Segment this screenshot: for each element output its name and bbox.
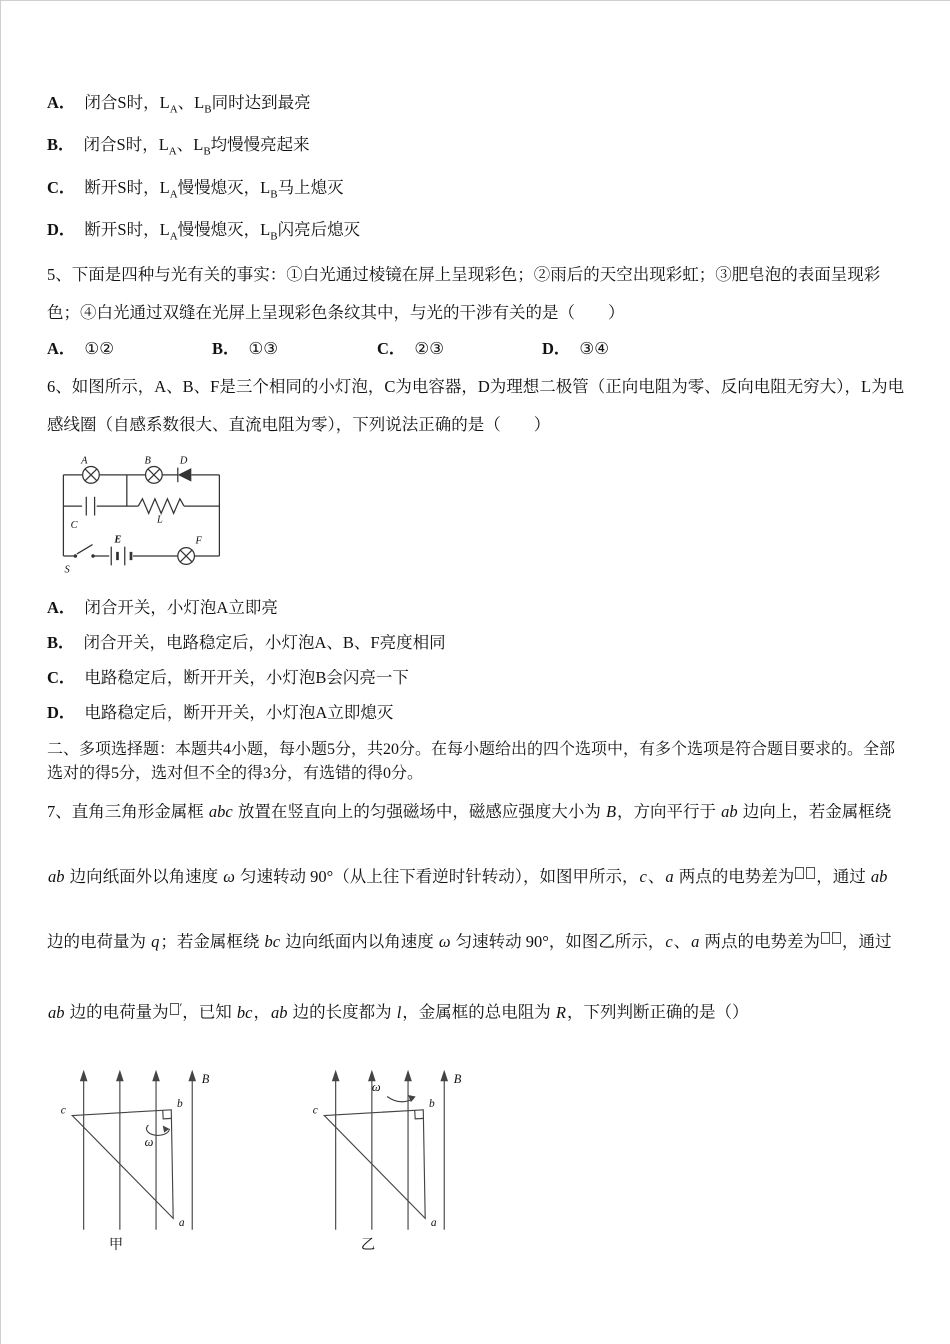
option-label: A． bbox=[47, 93, 76, 112]
question6-stem: 6、如图所示，A、B、F是三个相同的小灯泡，C为电容器，D为理想二极管（正向电阻为零、反向电阻无穷大），L为电感线圈（自感系数很大、直流电阻为零），下列说法正确的是（ ） bbox=[47, 377, 905, 435]
triangle-frame bbox=[324, 1109, 425, 1218]
inductor-L-icon bbox=[138, 499, 184, 514]
question7-figures bbox=[57, 1066, 906, 1253]
omega-label: ω bbox=[144, 1134, 154, 1149]
option-label: C． bbox=[47, 177, 76, 197]
question5-option-c bbox=[377, 332, 542, 366]
field-arrowheads bbox=[332, 1069, 448, 1080]
vertex-b-label: b bbox=[176, 1097, 183, 1110]
section2-instructions: 二、多项选择题：本题共4小题，每小题5分，共20分。在每小题给出的四个选项中，有多个选项是符合题目要求的。全部选对的得5分，选对但不全的得3分，有选错的得0分。 bbox=[47, 741, 896, 783]
circuit-label-F: F bbox=[195, 535, 202, 547]
lamp-F-icon bbox=[178, 548, 195, 565]
vertex-a-label: a bbox=[430, 1216, 437, 1229]
option-label: A． bbox=[47, 339, 76, 359]
question4-option-c bbox=[47, 170, 906, 212]
triangle-diagram-yi bbox=[309, 1066, 509, 1253]
lamp-A-icon bbox=[83, 467, 100, 484]
circuit-label-E: E bbox=[114, 534, 122, 546]
option-text: 闭合S时，$L_A$、$L_B$均慢慢亮起来 bbox=[83, 135, 310, 158]
vertex-b-label: b bbox=[428, 1097, 435, 1110]
question6-option-b bbox=[47, 625, 906, 660]
circuit-diagram bbox=[53, 452, 235, 579]
option-text: 闭合S时，$L_A$、$L_B$同时达到最亮 bbox=[84, 93, 311, 116]
option-label: D． bbox=[47, 703, 76, 723]
capacitor-C-icon bbox=[86, 497, 94, 516]
question7-line-4: ab 边的电荷量为 ′，已知 bc，ab 边的长度都为 l，金属框的总电阻为 R，下列判断正确的是（） bbox=[48, 1000, 749, 1022]
option-label: C． bbox=[377, 339, 406, 359]
question7-stem bbox=[47, 800, 906, 1025]
option-text: 断开S时，$L_A$慢慢熄灭，$L_B$闪亮后熄灭 bbox=[84, 219, 361, 243]
circuit-label-B: B bbox=[144, 455, 151, 467]
option-label: D． bbox=[542, 339, 571, 359]
question7-line-1: 7、直角三角形金属框 abc 放置在竖直向上的匀强磁场中，磁感应强度大小为 B，方向平行于 ab 边向上，若金属框绕 bbox=[47, 802, 892, 822]
question6-option-a bbox=[47, 590, 906, 625]
question6-option-c bbox=[47, 660, 906, 695]
rotation-arrowhead bbox=[408, 1095, 416, 1102]
circuit-figure bbox=[53, 452, 906, 584]
question5-option-a bbox=[47, 332, 212, 366]
switch-S-icon bbox=[74, 545, 95, 558]
circuit-label-S: S bbox=[64, 564, 70, 576]
vertex-c-label: c bbox=[312, 1104, 318, 1117]
triangle-frame bbox=[72, 1109, 173, 1218]
option-text: ③④ bbox=[579, 339, 610, 359]
field-arrows bbox=[336, 1079, 445, 1229]
option-label: C． bbox=[47, 668, 76, 688]
figure-caption: 甲 bbox=[108, 1236, 124, 1253]
triangle-diagram-jia bbox=[57, 1066, 257, 1253]
option-text: 闭合开关，电路稳定后，小灯泡A、B、F亮度相同 bbox=[83, 633, 446, 653]
option-text: ②③ bbox=[414, 339, 445, 359]
question4-option-d bbox=[47, 212, 906, 254]
question4-options bbox=[47, 85, 906, 254]
field-arrows bbox=[84, 1079, 193, 1229]
option-text: ①③ bbox=[248, 339, 279, 359]
field-label: B bbox=[201, 1071, 210, 1086]
lamp-B-icon bbox=[146, 467, 163, 484]
circuit-label-L: L bbox=[156, 514, 163, 526]
question4-option-b bbox=[47, 127, 906, 169]
figure-caption: 乙 bbox=[360, 1236, 376, 1253]
right-angle-marker bbox=[163, 1110, 172, 1119]
option-label: B． bbox=[47, 135, 75, 155]
question5-option-d bbox=[542, 332, 609, 366]
question4-option-a bbox=[47, 85, 906, 127]
circuit-label-A: A bbox=[81, 455, 88, 467]
option-label: B． bbox=[47, 633, 75, 653]
question6-option-d bbox=[47, 695, 906, 730]
question5-options bbox=[47, 332, 906, 366]
question5-option-b bbox=[212, 332, 377, 366]
question7-line-2: ab 边向纸面外以角速度 ω 匀速转动 90°（从上往下看逆时针转动），如图甲所示，c、a 两点的电势差为 ，通过 ab bbox=[48, 867, 888, 887]
option-text: ①② bbox=[84, 339, 115, 359]
question5-stem: 5、下面是四种与光有关的事实：①白光通过棱镜在屏上呈现彩色；②雨后的天空出现彩虹；③肥皂泡的表面呈现彩色；④白光通过双缝在光屏上呈现彩色条纹其中，与光的干涉有关的是（ ） bbox=[47, 265, 881, 323]
option-text: 闭合开关，小灯泡A立即亮 bbox=[84, 598, 278, 618]
vertex-a-label: a bbox=[178, 1216, 185, 1229]
option-label: A． bbox=[47, 598, 76, 618]
battery-E-icon bbox=[111, 547, 131, 566]
option-text: 电路稳定后，断开开关，小灯泡B会闪亮一下 bbox=[84, 668, 409, 688]
option-label: D． bbox=[47, 219, 76, 239]
right-angle-marker bbox=[415, 1110, 424, 1119]
field-label: B bbox=[453, 1071, 462, 1086]
question6-options bbox=[47, 590, 906, 730]
vertex-c-label: c bbox=[60, 1104, 66, 1117]
omega-label: ω bbox=[371, 1079, 381, 1094]
option-text: 电路稳定后，断开开关，小灯泡A立即熄灭 bbox=[84, 703, 394, 723]
circuit-label-D: D bbox=[179, 455, 188, 467]
option-text: 断开S时，$L_A$慢慢熄灭，$L_B$马上熄灭 bbox=[84, 177, 344, 200]
diode-D-icon bbox=[178, 468, 192, 483]
circuit-label-C: C bbox=[70, 520, 78, 532]
question7-line-3: 边的电荷量为 q；若金属框绕 bc 边向纸面内以角速度 ω 匀速转动 90°，如图乙所示，c、a 两点的电势差为 ，通过 bbox=[47, 932, 892, 952]
option-label: B． bbox=[212, 339, 240, 359]
field-arrowheads bbox=[80, 1069, 196, 1080]
